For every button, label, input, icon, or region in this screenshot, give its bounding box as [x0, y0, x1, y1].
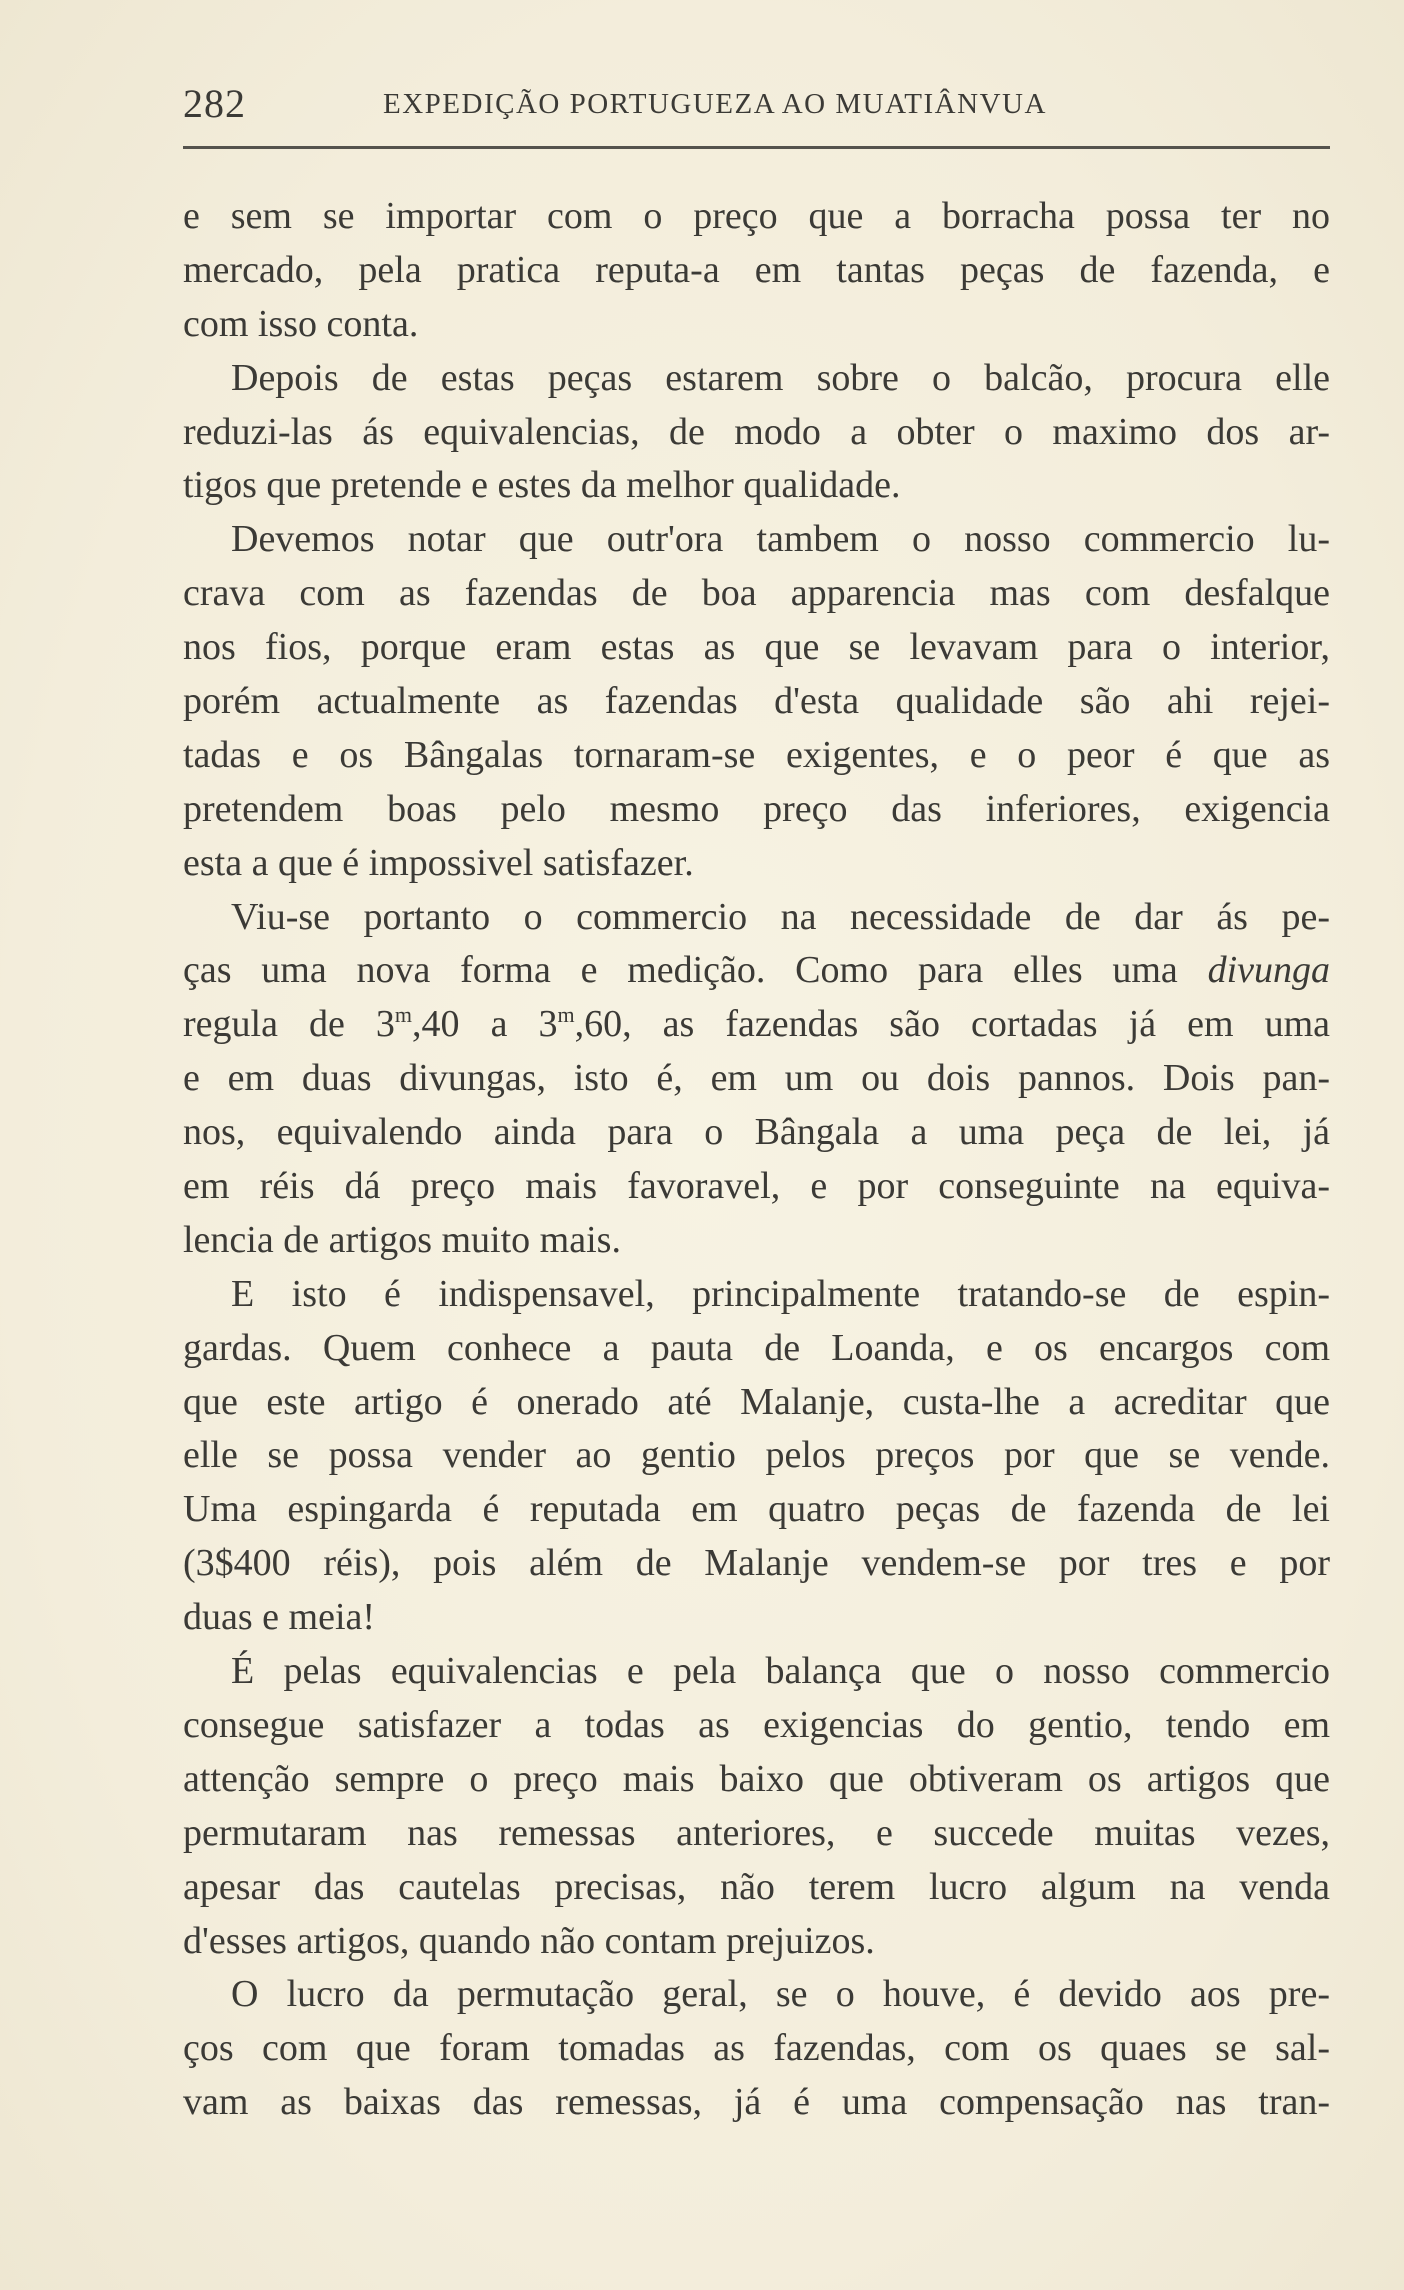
text-line	[183, 1160, 1330, 1214]
text-segment: em réis dá preço mais favoravel, e por conseguinte na equiva-	[183, 1165, 1330, 1208]
text-segment: nos fios, porque eram estas as que se levavam para o interior,	[183, 626, 1330, 669]
text-segment: attenção sempre o preço mais baixo que obtiveram os artigos que	[183, 1757, 1330, 1800]
paragraph	[183, 190, 1330, 352]
paragraph	[183, 1645, 1330, 1968]
text-segment: lencia de artigos muito mais.	[183, 1218, 621, 1261]
text-segment: Devemos notar que outr'ora tambem o nosso commercio lu-	[231, 518, 1330, 561]
header-rule	[183, 146, 1330, 149]
paragraph	[183, 1268, 1330, 1645]
page-number: 282	[183, 81, 246, 126]
text-segment: gardas. Quem conhece a pauta de Loanda, e os encargos com	[183, 1326, 1330, 1369]
text-segment: tigos que pretende e estes da melhor qualidade.	[183, 464, 901, 507]
text-segment: É pelas equivalencias e pela balança que o nosso commercio	[231, 1650, 1330, 1693]
paragraph	[183, 1968, 1330, 2130]
text-segment: O lucro da permutação geral, se o houve, é devido aos pre-	[231, 1973, 1330, 2016]
text-segment: tadas e os Bângalas tornaram-se exigentes, e o peor é que as	[183, 733, 1330, 776]
text-line	[183, 998, 1330, 1052]
text-segment: nos, equivalendo ainda para o Bângala a uma peça de lei, já	[183, 1111, 1330, 1154]
text-line	[183, 1591, 1330, 1645]
text-line	[183, 244, 1330, 298]
text-segment: Viu-se portanto o commercio na necessidade de dar ás pe-	[231, 895, 1330, 938]
text-line	[183, 2022, 1330, 2076]
text-line	[183, 837, 1330, 891]
text-line	[183, 1322, 1330, 1376]
text-line	[183, 1807, 1330, 1861]
paragraph	[183, 352, 1330, 514]
text-segment: regula de 3	[183, 1003, 395, 1046]
text-line	[183, 1645, 1330, 1699]
text-segment: consegue satisfazer a todas as exigencias do gentio, tendo em	[183, 1703, 1330, 1746]
text-line	[183, 675, 1330, 729]
text-segment: permutaram nas remessas anteriores, e succede muitas vezes,	[183, 1811, 1330, 1854]
text-segment: pretendem boas pelo mesmo preço das inferiores, exigencia	[183, 787, 1330, 830]
text-line	[183, 1106, 1330, 1160]
body-text	[183, 190, 1330, 2130]
text-segment: d'esses artigos, quando não contam prejuizos.	[183, 1919, 875, 1962]
text-segment: e sem se importar com o preço que a borracha possa ter no	[183, 195, 1330, 237]
text-segment: ,60, as fazendas são cortadas já em uma	[574, 1003, 1330, 1046]
text-line	[183, 1753, 1330, 1807]
text-segment: e em duas divungas, isto é, em um ou dois pannos. Dois pan-	[183, 1057, 1330, 1100]
text-segment: apesar das cautelas precisas, não terem lucro algum na venda	[183, 1865, 1330, 1908]
text-segment: (3$400 réis), pois além de Malanje vendem-se por tres e por	[183, 1542, 1330, 1585]
text-line	[183, 729, 1330, 783]
text-line	[183, 1537, 1330, 1591]
running-title: EXPEDIÇÃO PORTUGUEZA AO MUATIÂNVUA	[383, 88, 1047, 120]
text-segment: vam as baixas das remessas, já é uma compensação nas tran-	[183, 2081, 1330, 2124]
text-line	[183, 1376, 1330, 1430]
text-segment: porém actualmente as fazendas d'esta qualidade são ahi rejei-	[183, 680, 1330, 723]
text-line	[183, 1052, 1330, 1106]
text-line	[183, 944, 1330, 998]
text-line	[183, 2076, 1330, 2130]
text-line	[183, 621, 1330, 675]
paragraph	[183, 513, 1330, 890]
superscript: m	[557, 1002, 575, 1028]
text-segment: reduzi-las ás equivalencias, de modo a obter o maximo dos ar-	[183, 410, 1330, 453]
text-line	[183, 1915, 1330, 1969]
text-line	[183, 190, 1330, 244]
running-header	[183, 80, 1330, 130]
text-line	[183, 459, 1330, 513]
paragraph	[183, 891, 1330, 1268]
text-line	[183, 513, 1330, 567]
text-line	[183, 1268, 1330, 1322]
text-segment: elle se possa vender ao gentio pelos preços por que se vende.	[183, 1434, 1330, 1477]
text-segment: que este artigo é onerado até Malanje, custa-lhe a acreditar que	[183, 1380, 1330, 1423]
text-segment: com isso conta.	[183, 302, 419, 345]
text-segment: crava com as fazendas de boa apparencia mas com desfalque	[183, 572, 1330, 615]
text-line	[183, 406, 1330, 460]
text-segment: mercado, pela pratica reputa-a em tantas peças de fazenda, e	[183, 248, 1330, 291]
text-line	[183, 891, 1330, 945]
text-segment: Depois de estas peças estarem sobre o balcão, procura elle	[231, 356, 1330, 399]
text-line	[183, 1483, 1330, 1537]
text-line	[183, 783, 1330, 837]
text-line	[183, 567, 1330, 621]
text-segment: duas e meia!	[183, 1596, 376, 1639]
text-line	[183, 1968, 1330, 2022]
text-segment: E isto é indispensavel, principalmente tratando-se de espin-	[231, 1272, 1330, 1315]
text-line	[183, 298, 1330, 352]
text-segment: ças uma nova forma e medição. Como para elles uma	[183, 949, 1208, 992]
text-line	[183, 1214, 1330, 1268]
text-line	[183, 1861, 1330, 1915]
italic-term: divunga	[1207, 949, 1330, 992]
superscript: m	[394, 1002, 413, 1028]
text-segment: Uma espingarda é reputada em quatro peças de fazenda de lei	[183, 1488, 1330, 1531]
text-segment: ,40 a 3	[412, 1003, 558, 1046]
text-line	[183, 1699, 1330, 1753]
text-segment: ços com que foram tomadas as fazendas, com os quaes se sal-	[183, 2027, 1330, 2070]
text-segment: esta a que é impossivel satisfazer.	[183, 841, 694, 884]
text-line	[183, 352, 1330, 406]
text-line	[183, 1429, 1330, 1483]
